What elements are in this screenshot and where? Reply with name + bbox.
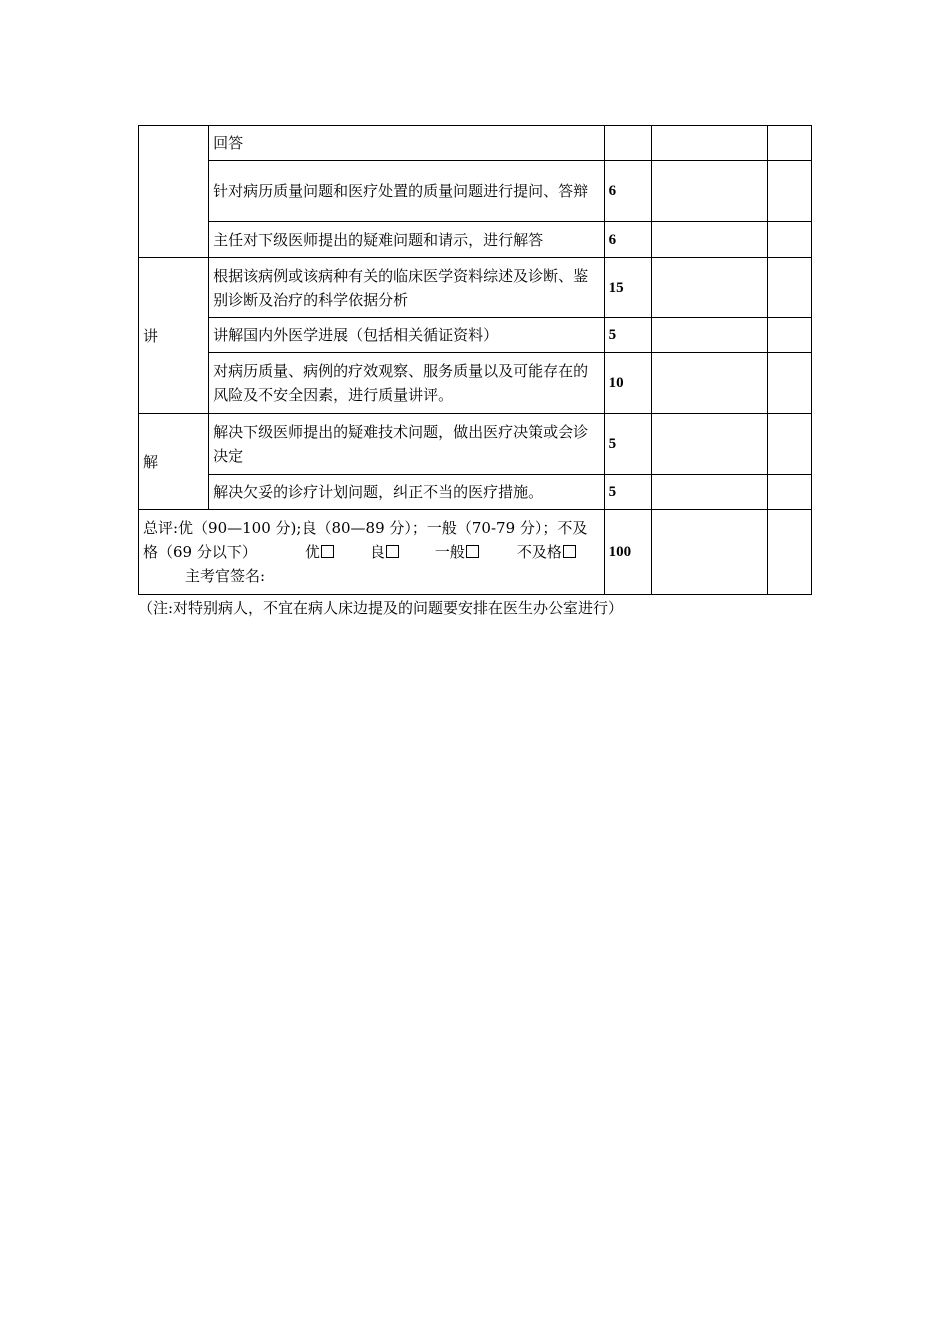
blank-cell — [767, 161, 811, 222]
item-cell: 对病历质量、病例的疗效观察、服务质量以及可能存在的风险及不安全因素，进行质量讲评。 — [209, 353, 605, 414]
blank-cell — [651, 414, 767, 475]
blank-cell — [651, 126, 767, 161]
item-cell: 针对病历质量问题和医疗处置的质量问题进行提问、答辩 — [209, 161, 605, 222]
table-row — [139, 222, 812, 258]
table-row — [139, 414, 812, 475]
score-cell: 6 — [604, 161, 651, 222]
score-cell: 5 — [604, 318, 651, 353]
blank-cell — [651, 258, 767, 318]
blank-cell — [767, 414, 811, 475]
score-cell: 10 — [604, 353, 651, 414]
item-cell: 解决下级医师提出的疑难技术问题，做出医疗决策或会诊决定 — [209, 414, 605, 475]
table-row — [139, 161, 812, 222]
summary-cell — [139, 510, 605, 595]
table-row — [139, 353, 812, 414]
checkbox[interactable] — [563, 545, 576, 558]
blank-cell — [651, 475, 767, 510]
score-cell: 6 — [604, 222, 651, 258]
blank-cell — [767, 222, 811, 258]
signature-label: 主考官签名: — [185, 567, 266, 585]
item-cell: 回答 — [209, 126, 605, 161]
blank-cell — [651, 222, 767, 258]
option-good: 良 — [370, 543, 399, 561]
checkbox[interactable] — [321, 545, 334, 558]
summary-row — [139, 510, 812, 595]
score-cell — [604, 126, 651, 161]
blank-cell — [651, 353, 767, 414]
item-cell: 主任对下级医师提出的疑难问题和请示，进行解答 — [209, 222, 605, 258]
checkbox[interactable] — [386, 545, 399, 558]
score-cell: 5 — [604, 475, 651, 510]
summary-text: 总评:优（90—100 分);良（80—89 分）；一般（70-79 分）；不及格（69 分以下） — [143, 519, 588, 561]
score-cell: 15 — [604, 258, 651, 318]
blank-cell — [651, 510, 767, 595]
blank-cell — [767, 318, 811, 353]
blank-cell — [767, 126, 811, 161]
option-excellent: 优 — [305, 543, 334, 561]
category-cell: 讲 — [139, 258, 209, 414]
item-cell: 根据该病例或该病种有关的临床医学资料综述及诊断、鉴别诊断及治疗的科学依据分析 — [209, 258, 605, 318]
checkbox[interactable] — [466, 545, 479, 558]
item-cell: 讲解国内外医学进展（包括相关循证资料） — [209, 318, 605, 353]
category-cell — [139, 126, 209, 258]
score-cell: 5 — [604, 414, 651, 475]
footnote: （注:对特别病人，不宜在病人床边提及的问题要安排在医生办公室进行） — [138, 599, 624, 617]
table-row — [139, 475, 812, 510]
blank-cell — [767, 258, 811, 318]
table-row — [139, 318, 812, 353]
blank-cell — [767, 353, 811, 414]
blank-cell — [651, 161, 767, 222]
blank-cell — [651, 318, 767, 353]
table-row — [139, 258, 812, 318]
option-fail: 不及格 — [517, 543, 576, 561]
total-score-cell: 100 — [604, 510, 651, 595]
category-cell: 解 — [139, 414, 209, 510]
table-row — [139, 126, 812, 161]
blank-cell — [767, 475, 811, 510]
blank-cell — [767, 510, 811, 595]
option-average: 一般 — [435, 543, 479, 561]
item-cell: 解决欠妥的诊疗计划问题，纠正不当的医疗措施。 — [209, 475, 605, 510]
evaluation-table — [138, 125, 812, 595]
